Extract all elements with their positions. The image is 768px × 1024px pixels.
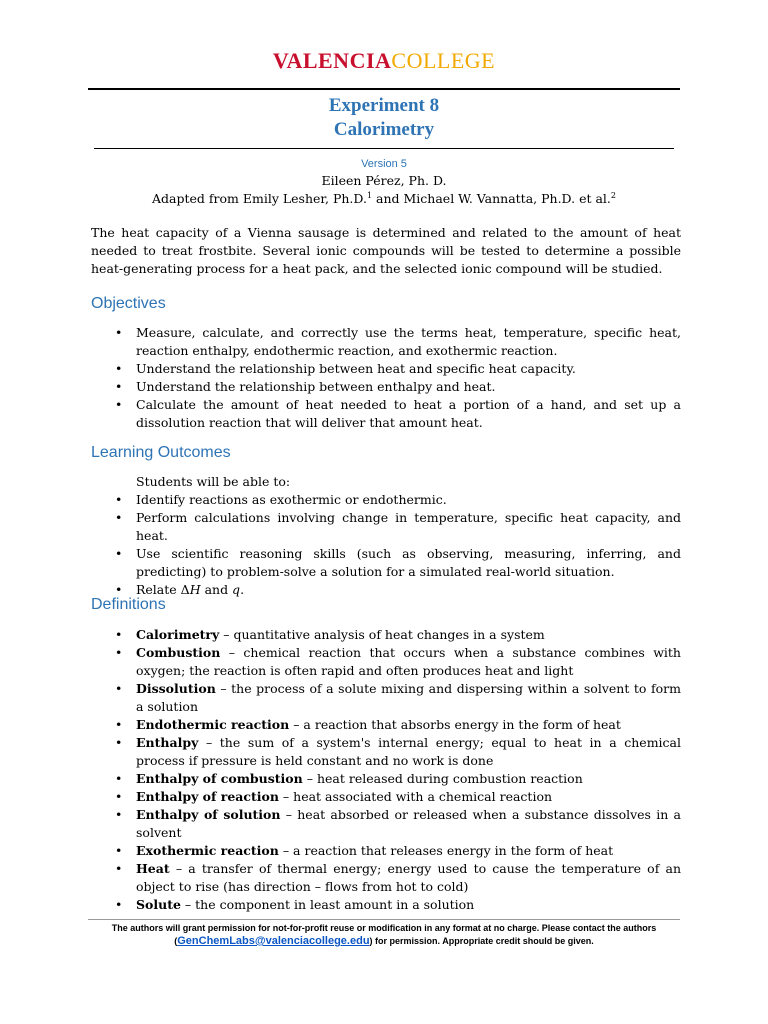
definition-item	[91, 788, 681, 806]
college-logo	[0, 48, 768, 74]
footer-rule	[88, 919, 680, 920]
definition-term: Combustion	[136, 645, 221, 660]
list-item: • Perform calculations involving change in temperature, specific heat capacity, and heat.	[91, 509, 681, 545]
definition-text: – heat released during combustion reaction	[302, 771, 583, 786]
version-label: Version 5	[361, 158, 407, 170]
footnote-ref-2: 2	[610, 191, 616, 200]
definition-term: Enthalpy of solution	[136, 807, 281, 822]
objectives-heading: Objectives	[91, 295, 166, 312]
list-item: • Measure, calculate, and correctly use the terms heat, temperature, specific heat, reaction enthalpy, endothermic reaction, and exothermic reaction.	[91, 324, 681, 360]
relate-suffix: .	[240, 582, 245, 597]
definition-text: – a transfer of thermal energy; energy used to cause the temperature of an object to rise (has direction – flows from hot to cold)	[136, 861, 681, 894]
definitions-list	[91, 626, 681, 914]
definition-item	[91, 626, 681, 644]
header-rule-top	[88, 88, 680, 90]
definition-item	[91, 680, 681, 716]
definition-item	[91, 842, 681, 860]
learning-outcomes-list	[91, 491, 681, 599]
relate-prefix: Relate Δ	[136, 582, 190, 597]
objectives-list	[91, 324, 681, 432]
definition-text: – quantitative analysis of heat changes in a system	[219, 627, 545, 642]
definition-term: Enthalpy of combustion	[136, 771, 303, 786]
logo-part-valencia: VALENCIA	[272, 48, 392, 73]
learning-outcomes-heading: Learning Outcomes	[91, 444, 231, 461]
definition-item	[91, 860, 681, 896]
definition-text: – a reaction that absorbs energy in the form of heat	[289, 717, 621, 732]
definition-item	[91, 734, 681, 770]
definition-item	[91, 806, 681, 842]
definition-text: – chemical reaction that occurs when a substance combines with oxygen; the reaction is often rapid and often produces heat and light	[136, 645, 681, 678]
definition-text: – the process of a solute mixing and dispersing within a solvent to form a solution	[136, 681, 681, 714]
adapted-from	[0, 191, 768, 206]
learning-outcomes-lead: Students will be able to:	[136, 474, 291, 489]
list-item: • Use scientific reasoning skills (such as observing, measuring, inferring, and predicting) to problem-solve a solution for a simulated real-world situation.	[91, 545, 681, 581]
definition-term: Dissolution	[136, 681, 216, 696]
list-item: • Understand the relationship between heat and specific heat capacity.	[91, 360, 681, 378]
list-item: • Understand the relationship between enthalpy and heat.	[91, 378, 681, 396]
definition-term: Solute	[136, 897, 181, 912]
definition-term: Endothermic reaction	[136, 717, 290, 732]
relate-and: and	[200, 582, 233, 597]
definition-text: – the component in least amount in a solution	[180, 897, 475, 912]
title-experiment: Experiment 8	[328, 95, 440, 116]
list-item: • Calculate the amount of heat needed to heat a portion of a hand, and set up a dissolution reaction that will deliver that amount heat.	[91, 396, 681, 432]
definitions-heading: Definitions	[91, 596, 166, 613]
document-title	[0, 94, 768, 142]
definition-term: Exothermic reaction	[136, 843, 279, 858]
definition-item	[91, 770, 681, 788]
footer-text-end: ) for permission. Appropriate credit should be given.	[369, 936, 594, 946]
author-name: Eileen Pérez, Ph. D.	[321, 173, 447, 188]
permission-footer	[95, 922, 673, 948]
list-item: • Identify reactions as exothermic or endothermic.	[91, 491, 681, 509]
symbol-q: q	[232, 582, 241, 597]
logo-part-college: COLLEGE	[391, 48, 496, 73]
definition-item	[91, 716, 681, 734]
title-topic: Calorimetry	[333, 119, 435, 140]
definition-text: – heat absorbed or released when a substance dissolves in a solvent	[136, 807, 681, 840]
footnote-ref-1: 1	[366, 191, 373, 200]
definition-term: Enthalpy of reaction	[136, 789, 279, 804]
list-item	[91, 581, 681, 599]
definition-term: Enthalpy	[136, 735, 199, 750]
definition-text: – heat associated with a chemical reaction	[278, 789, 553, 804]
definition-term: Calorimetry	[136, 627, 220, 642]
header-rule-bottom	[94, 148, 674, 149]
definition-text: – a reaction that releases energy in the form of heat	[278, 843, 614, 858]
definition-term: Heat	[136, 861, 170, 876]
symbol-h: H	[189, 582, 201, 597]
definition-item	[91, 644, 681, 680]
definition-item	[91, 896, 681, 914]
adapted-from-second: and Michael W. Vannatta, Ph.D. et al.	[372, 191, 611, 207]
contact-email-link[interactable]: GenChemLabs@valenciacollege.edu	[177, 935, 370, 947]
intro-paragraph: The heat capacity of a Vienna sausage is determined and related to the amount of heat needed to treat frostbite. Several ionic compounds will be tested to determine a possible heat-generating process for a heat pack, and the selected ionic compound will be studied.	[91, 225, 681, 276]
adapted-from-first: Adapted from Emily Lesher, Ph.D.	[152, 191, 367, 207]
footer-text-start: The authors will grant permission for not-for-profit reuse or modification in any format at no charge. Please contact the authors (	[111, 923, 657, 946]
definition-text: – the sum of a system's internal energy; equal to heat in a chemical process if pressure is held constant and no work is done	[136, 735, 681, 768]
